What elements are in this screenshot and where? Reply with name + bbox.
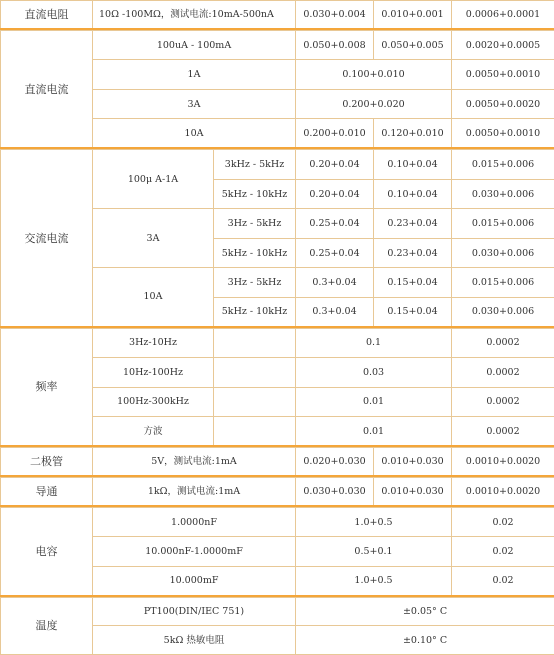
value-cell: 0.20+0.04 (296, 150, 374, 179)
value-cell: 0.0010+0.0020 (452, 448, 554, 476)
range-cell: 3Hz-10Hz (93, 328, 214, 357)
value-cell: 0.010+0.030 (374, 448, 452, 476)
freq-cell: 3kHz - 5kHz (214, 150, 296, 179)
category-dc-resistance: 直流电阻 (1, 1, 93, 29)
range-cell: 1kΩ，测试电流:1mA (93, 478, 296, 506)
value-cell: 0.030+0.006 (452, 238, 554, 267)
value-cell: 0.5+0.1 (296, 537, 452, 566)
value-cell: ±0.10° C (296, 626, 554, 655)
freq-cell: 5kHz - 10kHz (214, 179, 296, 208)
range-cell: 1.0000nF (93, 508, 296, 537)
value-cell: 0.01 (296, 387, 452, 416)
category-capacitance: 电容 (1, 508, 93, 596)
value-cell: 0.01 (296, 417, 452, 446)
table-row (1, 508, 554, 537)
value-cell: 0.120+0.010 (374, 119, 452, 148)
value-cell: 0.25+0.04 (296, 209, 374, 238)
range-cell: 100Hz-300kHz (93, 387, 214, 416)
value-cell: 0.0002 (452, 387, 554, 416)
value-cell: 0.1 (296, 328, 452, 357)
value-cell: 0.3+0.04 (296, 297, 374, 326)
value-cell: 0.020+0.030 (296, 448, 374, 476)
value-cell: 0.23+0.04 (374, 209, 452, 238)
value-cell: 0.0050+0.0010 (452, 119, 554, 148)
range-cell: 10Hz-100Hz (93, 358, 214, 387)
value-cell: 0.015+0.006 (452, 209, 554, 238)
value-cell: 0.200+0.010 (296, 119, 374, 148)
value-cell: 0.23+0.04 (374, 238, 452, 267)
range-cell: 5kΩ 热敏电阻 (93, 626, 296, 655)
value-cell: 0.050+0.008 (296, 30, 374, 59)
table-row (1, 448, 554, 476)
table-row (1, 597, 554, 625)
value-cell: 0.10+0.04 (374, 179, 452, 208)
category-temperature: 温度 (1, 597, 93, 654)
table-row (1, 1, 554, 29)
value-cell: 0.030+0.030 (296, 478, 374, 506)
freq-cell: 5kHz - 10kHz (214, 238, 296, 267)
range-cell: 10.000nF-1.0000mF (93, 537, 296, 566)
empty-cell (214, 358, 296, 387)
value-cell: ±0.05° C (296, 597, 554, 625)
range-cell: 方波 (93, 417, 214, 446)
table-row (1, 478, 554, 506)
freq-cell: 3Hz - 5kHz (214, 209, 296, 238)
empty-cell (214, 328, 296, 357)
empty-cell (214, 387, 296, 416)
value-cell: 0.0002 (452, 358, 554, 387)
value-cell: 0.030+0.004 (296, 1, 374, 29)
value-cell: 0.02 (452, 508, 554, 537)
value-cell: 0.200+0.020 (296, 89, 452, 118)
category-frequency: 频率 (1, 328, 93, 446)
value-cell: 0.3+0.04 (296, 268, 374, 297)
value-cell: 0.10+0.04 (374, 150, 452, 179)
value-cell: 0.02 (452, 537, 554, 566)
range-cell: 10A (93, 119, 296, 148)
range-cell: 10.000mF (93, 566, 296, 595)
value-cell: 0.15+0.04 (374, 297, 452, 326)
empty-cell (214, 417, 296, 446)
category-dc-current: 直流电流 (1, 30, 93, 148)
value-cell: 0.030+0.006 (452, 179, 554, 208)
value-cell: 0.0002 (452, 328, 554, 357)
range-cell: 5V，测试电流:1mA (93, 448, 296, 476)
range-cell: 10Ω -100MΩ，测试电流:10mA-500nA (93, 1, 296, 29)
value-cell: 0.050+0.005 (374, 30, 452, 59)
table-row (1, 30, 554, 59)
value-cell: 1.0+0.5 (296, 508, 452, 537)
table-row (1, 150, 554, 179)
range-cell: 3A (93, 89, 296, 118)
range-cell: 1A (93, 60, 296, 89)
freq-cell: 3Hz - 5kHz (214, 268, 296, 297)
value-cell: 0.010+0.001 (374, 1, 452, 29)
category-diode: 二极管 (1, 448, 93, 476)
value-cell: 0.015+0.006 (452, 150, 554, 179)
freq-cell: 5kHz - 10kHz (214, 297, 296, 326)
value-cell: 0.010+0.030 (374, 478, 452, 506)
range-cell: PT100(DIN/IEC 751) (93, 597, 296, 625)
value-cell: 0.030+0.006 (452, 297, 554, 326)
value-cell: 0.0010+0.0020 (452, 478, 554, 506)
value-cell: 0.15+0.04 (374, 268, 452, 297)
value-cell: 0.02 (452, 566, 554, 595)
value-cell: 0.03 (296, 358, 452, 387)
value-cell: 0.25+0.04 (296, 238, 374, 267)
range-cell: 100uA - 100mA (93, 30, 296, 59)
value-cell: 0.0006+0.0001 (452, 1, 554, 29)
value-cell: 0.20+0.04 (296, 179, 374, 208)
range-cell: 100μ A-1A (93, 150, 214, 209)
value-cell: 0.0020+0.0005 (452, 30, 554, 59)
value-cell: 0.0050+0.0010 (452, 60, 554, 89)
range-cell: 10A (93, 268, 214, 327)
range-cell: 3A (93, 209, 214, 268)
value-cell: 0.015+0.006 (452, 268, 554, 297)
value-cell: 1.0+0.5 (296, 566, 452, 595)
table-row (1, 328, 554, 357)
value-cell: 0.0050+0.0020 (452, 89, 554, 118)
category-continuity: 导通 (1, 478, 93, 506)
value-cell: 0.0002 (452, 417, 554, 446)
value-cell: 0.100+0.010 (296, 60, 452, 89)
category-ac-current: 交流电流 (1, 150, 93, 327)
